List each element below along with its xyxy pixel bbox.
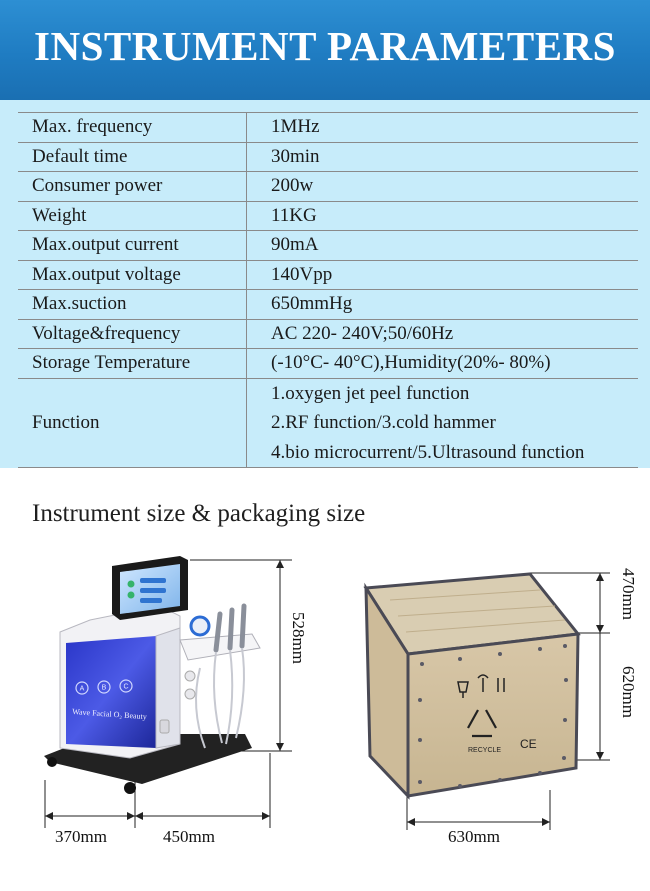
spec-key: Consumer power (18, 172, 247, 202)
parameters-panel (0, 100, 650, 468)
table-row-function (18, 378, 638, 468)
ce-mark: CE (520, 737, 537, 751)
table-row (18, 231, 638, 261)
machine-width-label: 450mm (163, 827, 215, 846)
function-line: 4.bio microcurrent/5.Ultrasound function (271, 441, 585, 463)
spec-value: 140Vpp (247, 260, 639, 290)
function-line: 2.RF function/3.cold hammer (271, 412, 496, 433)
box-height-label: 620mm (619, 666, 638, 718)
panel-brand-text: Wave Facial O₂ Beauty (71, 707, 148, 722)
spec-value: AC 220- 240V;50/60Hz (247, 319, 639, 349)
spec-key: Weight (18, 201, 247, 231)
machine-depth-label: 370mm (55, 827, 107, 846)
table-row (18, 142, 638, 172)
spec-value: 650mmHg (247, 290, 639, 320)
panel-button-c: C (123, 683, 129, 691)
box-width-label: 630mm (448, 827, 500, 846)
panel-button-a: A (79, 685, 85, 693)
section-title: Instrument size & packaging size (32, 500, 366, 527)
spec-value: 30min (247, 142, 639, 172)
spec-key: Max.output voltage (18, 260, 247, 290)
panel-button-b: B (101, 684, 107, 692)
box-front (408, 634, 578, 796)
spec-key: Max. frequency (18, 113, 247, 143)
table-row (18, 113, 638, 143)
table-row (18, 201, 638, 231)
table-row (18, 290, 638, 320)
spec-value: 11KG (247, 201, 639, 231)
spec-table (18, 112, 638, 468)
spec-key: Storage Temperature (18, 349, 247, 379)
box-depth-label: 470mm (619, 568, 638, 620)
spec-key: Max.suction (18, 290, 247, 320)
spec-value: 1MHz (247, 113, 639, 143)
spec-key: Max.output current (18, 231, 247, 261)
spec-key: Default time (18, 142, 247, 172)
table-row (18, 172, 638, 202)
machine-height-label: 528mm (289, 612, 308, 664)
table-row (18, 260, 638, 290)
handpiece-ring (191, 617, 209, 635)
spec-key: Function (18, 378, 247, 468)
function-list (247, 378, 639, 468)
spec-key: Voltage&frequency (18, 319, 247, 349)
spec-value: (-10°C- 40°C),Humidity(20%- 80%) (247, 349, 639, 379)
box-illustration (350, 560, 620, 840)
recycle-label: RECYCLE (468, 747, 502, 754)
table-row (18, 319, 638, 349)
table-row (18, 349, 638, 379)
function-line: 1.oxygen jet peel function (271, 382, 470, 404)
machine-illustration (30, 548, 330, 838)
spec-value: 200w (247, 172, 639, 202)
page-title: INSTRUMENT PARAMETERS (34, 23, 616, 69)
spec-value: 90mA (247, 231, 639, 261)
header-banner (0, 0, 650, 100)
